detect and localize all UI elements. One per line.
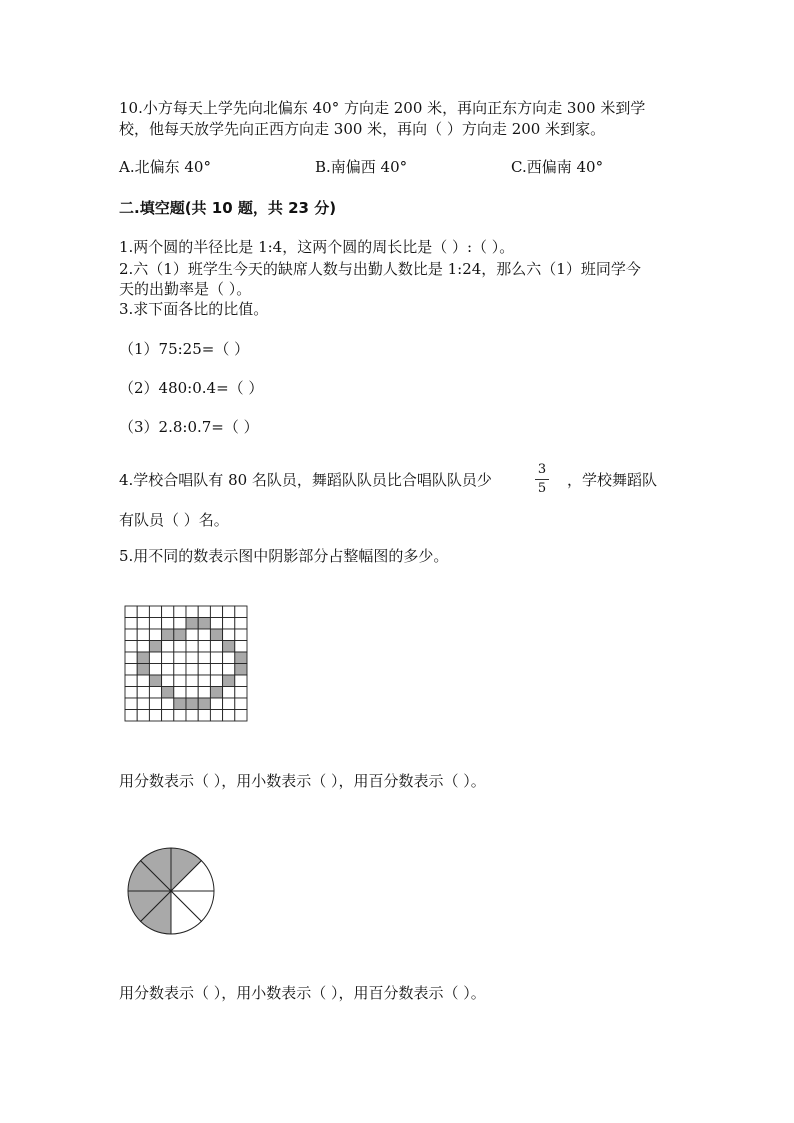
- grid-cell: [174, 618, 186, 630]
- grid-cell: [162, 606, 174, 618]
- fraction-three-fifths: [535, 462, 549, 497]
- grid-cell-shaded: [223, 675, 235, 687]
- grid-cell: [174, 606, 186, 618]
- grid-cell: [223, 664, 235, 676]
- grid-cell: [223, 618, 235, 630]
- grid-cell: [235, 675, 247, 687]
- grid-cell: [149, 710, 161, 722]
- grid-cell: [186, 687, 198, 699]
- grid-cell: [235, 618, 247, 630]
- fill-q1: 1.两个圆的半径比是 1:4，这两个圆的周长比是（ ）:（ ）。: [119, 238, 515, 256]
- fill-q3-item-3: （3）2.8:0.7=（ ）: [119, 418, 259, 436]
- grid-cell: [198, 629, 210, 641]
- fill-q2-line2: 天的出勤率是（ ）。: [119, 280, 252, 298]
- grid-cell: [125, 641, 137, 653]
- grid-cell: [210, 641, 222, 653]
- fill-q5-answer-2: 用分数表示（ ），用小数表示（ ），用百分数表示（ ）。: [119, 984, 486, 1002]
- fill-q4-part2: ，学校舞蹈队: [567, 471, 658, 489]
- grid-cell: [223, 687, 235, 699]
- grid-cell: [174, 687, 186, 699]
- fraction-denominator: 5: [537, 481, 547, 496]
- grid-cell: [137, 675, 149, 687]
- grid-cell: [198, 606, 210, 618]
- grid-figure: [124, 605, 250, 724]
- grid-cell: [210, 618, 222, 630]
- grid-cell: [186, 675, 198, 687]
- fill-q3-item-1: （1）75:25=（ ）: [119, 340, 250, 358]
- grid-cell: [198, 675, 210, 687]
- grid-cell: [137, 710, 149, 722]
- grid-cell: [186, 606, 198, 618]
- grid-cell-shaded: [186, 618, 198, 630]
- grid-cell: [162, 641, 174, 653]
- grid-cell: [210, 675, 222, 687]
- grid-cell: [235, 606, 247, 618]
- grid-cell: [137, 606, 149, 618]
- grid-cell: [137, 698, 149, 710]
- grid-cell: [186, 641, 198, 653]
- grid-cell-shaded: [149, 675, 161, 687]
- grid-cell: [137, 641, 149, 653]
- fraction-numerator: 3: [537, 462, 547, 477]
- grid-cell-shaded: [174, 698, 186, 710]
- grid-cell: [198, 687, 210, 699]
- grid-cell: [223, 652, 235, 664]
- grid-cell-shaded: [223, 641, 235, 653]
- grid-cell-shaded: [198, 618, 210, 630]
- grid-cell-shaded: [210, 629, 222, 641]
- grid-cell-shaded: [210, 687, 222, 699]
- grid-cell: [223, 710, 235, 722]
- grid-cell: [125, 664, 137, 676]
- grid-cell: [125, 652, 137, 664]
- grid-cell: [210, 710, 222, 722]
- grid-cell: [149, 687, 161, 699]
- grid-cell: [162, 710, 174, 722]
- grid-cell-shaded: [137, 652, 149, 664]
- grid-cell: [186, 629, 198, 641]
- fill-q5-title: 5.用不同的数表示图中阴影部分占整幅图的多少。: [119, 547, 449, 565]
- grid-cell: [174, 675, 186, 687]
- grid-cell: [162, 664, 174, 676]
- grid-cell: [235, 687, 247, 699]
- fraction-bar: [535, 479, 549, 480]
- grid-cell-shaded: [186, 698, 198, 710]
- grid-cell: [198, 652, 210, 664]
- grid-cell: [186, 710, 198, 722]
- grid-cell: [162, 675, 174, 687]
- grid-cell-shaded: [149, 641, 161, 653]
- grid-cell-shaded: [174, 629, 186, 641]
- grid-cell: [125, 687, 137, 699]
- grid-cell: [210, 606, 222, 618]
- grid-cell: [149, 698, 161, 710]
- grid-cell: [198, 641, 210, 653]
- grid-cell: [149, 629, 161, 641]
- grid-cell: [125, 606, 137, 618]
- fill-q3-title: 3.求下面各比的比值。: [119, 300, 269, 318]
- q10-line1: 10.小方每天上学先向北偏东 40° 方向走 200 米，再向正东方向走 300 米到学: [119, 99, 646, 117]
- grid-cell: [162, 618, 174, 630]
- grid-cell: [162, 652, 174, 664]
- grid-cell: [223, 629, 235, 641]
- section-title: 二.填空题(共 10 题，共 23 分): [119, 199, 337, 217]
- grid-cell: [162, 698, 174, 710]
- grid-cell-shaded: [198, 698, 210, 710]
- grid-cell: [125, 618, 137, 630]
- grid-cell: [235, 710, 247, 722]
- grid-cell: [149, 606, 161, 618]
- grid-cell: [210, 698, 222, 710]
- grid-cell: [174, 641, 186, 653]
- grid-cell: [125, 675, 137, 687]
- grid-cell: [235, 698, 247, 710]
- grid-cell-shaded: [235, 652, 247, 664]
- grid-cell: [235, 629, 247, 641]
- grid-cell: [210, 652, 222, 664]
- grid-cell-shaded: [162, 629, 174, 641]
- q10-line2: 校，他每天放学先向正西方向走 300 米，再向（ ）方向走 200 米到家。: [119, 120, 606, 138]
- fill-q3-item-2: （2）480:0.4=（ ）: [119, 379, 264, 397]
- grid-cell: [137, 618, 149, 630]
- fill-q4-part1: 4.学校合唱队有 80 名队员，舞蹈队队员比合唱队队员少: [119, 471, 492, 489]
- grid-cell: [125, 698, 137, 710]
- grid-cell: [223, 698, 235, 710]
- fill-q4-line2: 有队员（ ）名。: [119, 511, 229, 529]
- grid-cell: [137, 687, 149, 699]
- grid-cell: [137, 629, 149, 641]
- grid-cell: [198, 710, 210, 722]
- grid-cell-shaded: [235, 664, 247, 676]
- grid-cell: [149, 652, 161, 664]
- q10-option-a: A.北偏东 40°: [119, 158, 211, 176]
- grid-cell: [174, 710, 186, 722]
- grid-cell: [125, 710, 137, 722]
- grid-cell: [186, 664, 198, 676]
- grid-cell-shaded: [162, 687, 174, 699]
- fill-q2-line1: 2.六（1）班学生今天的缺席人数与出勤人数比是 1:24，那么六（1）班同学今: [119, 260, 641, 278]
- grid-cell: [174, 664, 186, 676]
- grid-cell: [235, 641, 247, 653]
- grid-cell: [149, 664, 161, 676]
- q10-option-b: B.南偏西 40°: [315, 158, 408, 176]
- circle-figure: [126, 846, 216, 936]
- grid-cell: [198, 664, 210, 676]
- grid-cell-shaded: [137, 664, 149, 676]
- fill-q5-answer-1: 用分数表示（ ），用小数表示（ ），用百分数表示（ ）。: [119, 772, 486, 790]
- q10-option-c: C.西偏南 40°: [511, 158, 604, 176]
- grid-cell: [174, 652, 186, 664]
- grid-cell: [210, 664, 222, 676]
- grid-cell: [149, 618, 161, 630]
- grid-cell: [186, 652, 198, 664]
- grid-cell: [125, 629, 137, 641]
- grid-cell: [223, 606, 235, 618]
